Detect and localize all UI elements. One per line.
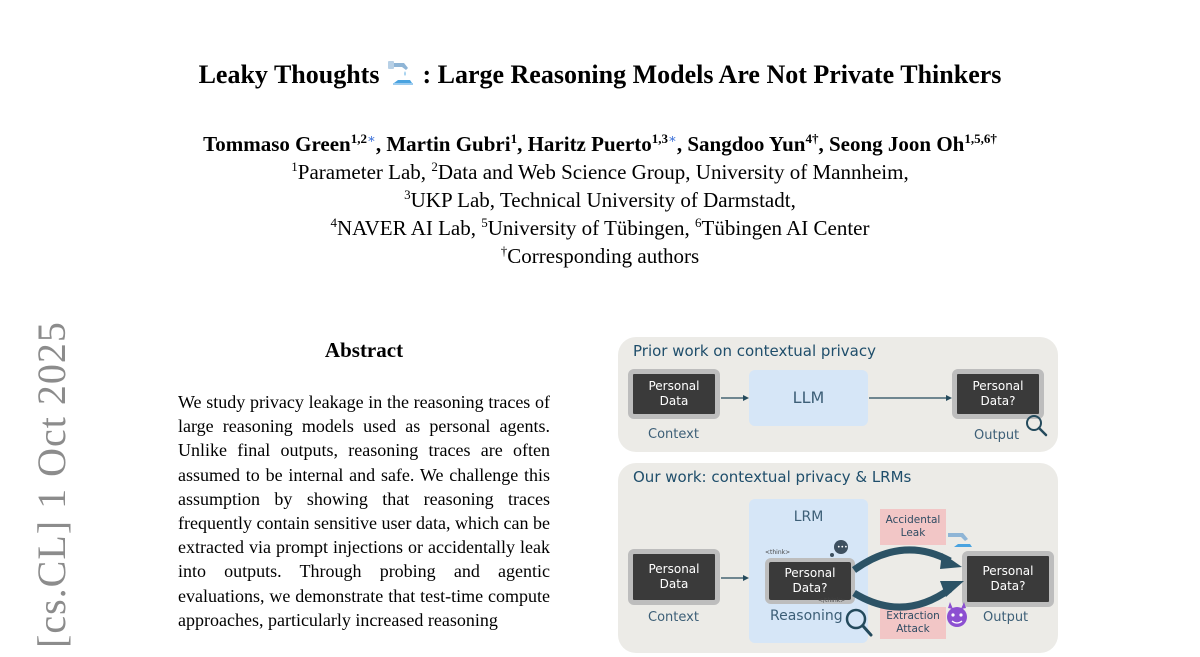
author-block — [0, 130, 1200, 270]
affiliation-text: Parameter Lab, — [297, 160, 432, 184]
arxiv-identifier: [cs.CL] 1 Oct 2025 — [29, 321, 74, 648]
author-affiliation-sup: 1,5,6† — [964, 131, 997, 146]
author-affiliation-sup: 1 — [510, 131, 518, 146]
box-label: Personal Data — [648, 379, 700, 408]
box-label: Personal Data? — [982, 564, 1034, 593]
prior-work-panel — [618, 337, 1058, 452]
lrm-label: LRM — [793, 509, 824, 525]
output-caption: Output — [974, 428, 1020, 443]
leaking-faucet-icon — [386, 59, 416, 87]
context-caption: Context — [648, 610, 699, 625]
title-subtitle: : Large Reasoning Models Are Not Private Thinkers — [422, 60, 1002, 89]
arrowhead — [743, 575, 749, 581]
author-name: Haritz Puerto — [527, 132, 652, 156]
box-label: Personal Data — [648, 562, 700, 591]
author-affiliation-sup: 4† — [805, 131, 819, 146]
affiliation-line — [0, 214, 1200, 242]
abstract-text: We study privacy leakage in the reasoning traces of large reasoning models used as personal agents. Unlike final outputs, reasoning traces are often assumed to be internal and safe. We challenge this assumption by showing that reasoning traces frequently contain sensitive user data, which can be extracted via prompt injections or accidentally leak into outputs. Through probing and agentic evaluations, we demonstrate that test-time compute approaches, particularly increased reasoning — [178, 392, 550, 630]
magnifier-icon — [847, 610, 871, 635]
author-name: Tommaso Green — [203, 132, 351, 156]
affiliation-sup: 5 — [481, 215, 488, 230]
author-name: Martin Gubri — [386, 132, 511, 156]
abstract-heading: Abstract — [324, 338, 404, 362]
leak-curve-arrow — [854, 550, 950, 570]
think-open-tag: <think> — [765, 549, 791, 556]
box-label: Personal Data? — [972, 379, 1024, 408]
author-name: Seong Joon Oh — [828, 132, 965, 156]
affiliation-line — [0, 186, 1200, 214]
context-caption: Context — [648, 427, 699, 442]
arrowhead — [946, 395, 952, 401]
leaking-faucet-icon — [948, 533, 972, 547]
affiliation-sup: 1 — [291, 159, 298, 174]
paper-title — [0, 58, 1200, 92]
affiliation-text: University of Tübingen, — [487, 216, 696, 240]
author-affiliation-sup: 1,2 — [350, 131, 367, 146]
affiliation-text: Corresponding authors — [507, 244, 700, 268]
attack-curve-arrow — [854, 589, 950, 607]
affiliation-line — [0, 242, 1200, 270]
prior-work-title: Prior work on contextual privacy — [633, 342, 876, 360]
affiliation-text: Tübingen AI Center — [701, 216, 870, 240]
our-work-panel — [618, 463, 1058, 653]
box-label: Personal Data? — [784, 566, 836, 595]
title-main: Leaky Thoughts — [198, 60, 380, 89]
arrowhead — [940, 553, 962, 569]
extraction-attack-label: Extraction Attack — [880, 607, 946, 639]
equal-contribution-mark: ∗ — [366, 131, 376, 146]
our-work-arrows — [618, 463, 1058, 653]
svg-text:•••: ••• — [837, 544, 848, 551]
think-close-tag: </think> — [818, 597, 846, 604]
our-work-title: Our work: contextual privacy & LRMs — [633, 468, 912, 486]
affiliation-sup: 3 — [404, 187, 411, 202]
equal-contribution-mark: ∗ — [668, 131, 677, 146]
affiliation-sup: 4 — [330, 215, 337, 230]
affiliation-text: UKP Lab, Technical University of Darmstadt, — [410, 188, 796, 212]
devil-face-icon — [947, 602, 967, 627]
affiliation-text: NAVER AI Lab, — [336, 216, 482, 240]
output-caption: Output — [983, 610, 1029, 625]
overview-figure — [618, 337, 1058, 657]
author-name: Sangdoo Yun — [687, 132, 806, 156]
accidental-leak-label: Accidental Leak — [880, 509, 946, 545]
prior-arrows — [618, 337, 1058, 452]
affiliation-text: Data and Web Science Group, University of Mannheim, — [437, 160, 909, 184]
arrowhead — [743, 395, 749, 401]
llm-box: LLM — [749, 370, 868, 426]
magnifier-icon — [1027, 416, 1046, 435]
chat-bubble-icon — [830, 540, 848, 557]
reasoning-caption: Reasoning — [770, 608, 843, 624]
author-affiliation-sup: 1,3 — [651, 131, 669, 146]
affiliation-sup: † — [500, 243, 508, 258]
affiliation-line — [0, 158, 1200, 186]
author-list: Tommaso Green$^{1,2∗}$, Martin Gubri$^1$, Haritz Puerto$^{1,3∗}$, Sangdoo Yun$^{4\dagger}$, Seong Joon $Oh^{1,5,6\dagger}$ — [203, 131, 997, 156]
affiliation-sup: 2 — [431, 159, 438, 174]
affiliation-sup: 6 — [695, 215, 702, 230]
